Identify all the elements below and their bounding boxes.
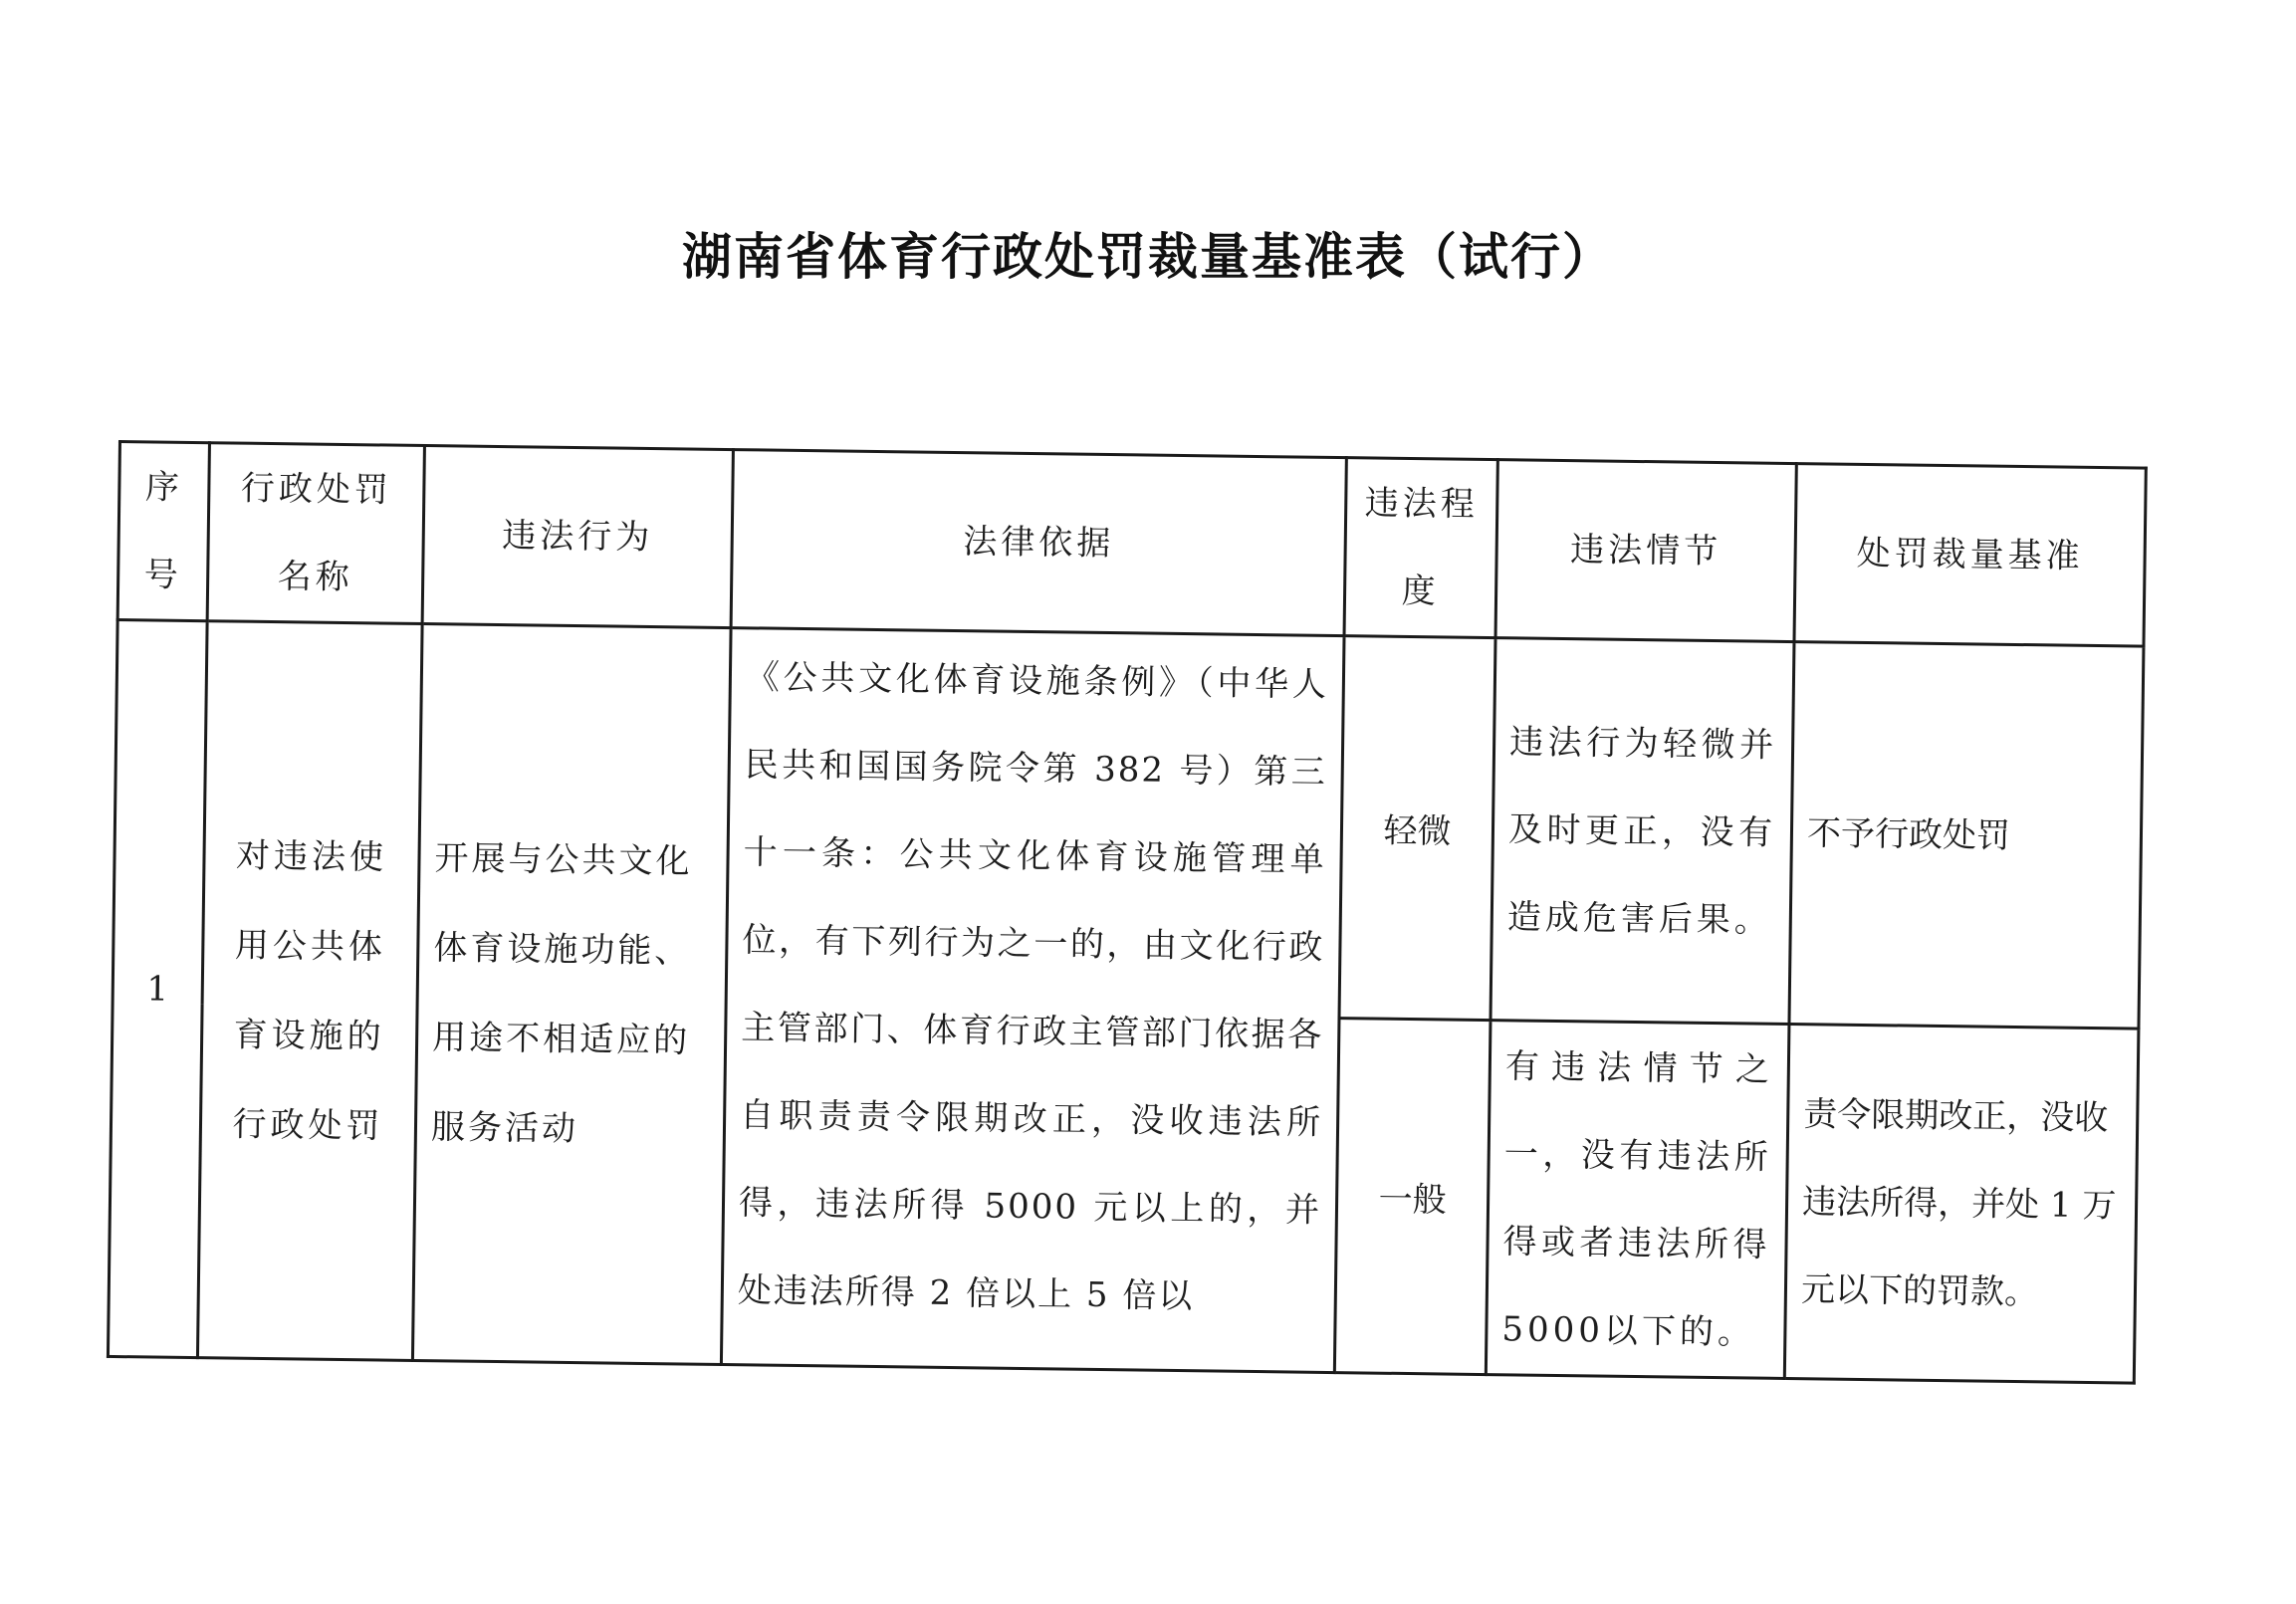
table-row <box>113 620 2144 1030</box>
cell-circumstance-general: 有违法情节之一，没有违法所得或者违法所得5000以下的。 <box>1486 1021 1789 1379</box>
cell-standard-light: 不予行政处罚 <box>1789 642 2144 1030</box>
header-degree-line1: 违法程 <box>1364 483 1480 525</box>
header-name-line1: 行政处罚 <box>240 468 393 511</box>
cell-degree-general: 一般 <box>1334 1019 1491 1375</box>
cell-seq: 1 <box>108 620 207 1358</box>
header-penalty-name <box>207 443 424 624</box>
header-seq-line1: 序 <box>144 467 184 508</box>
header-penalty-standard: 处罚裁量基准 <box>1794 464 2146 647</box>
header-illegal-behavior: 违法行为 <box>422 446 733 628</box>
cell-illegal-behavior: 开展与公共文化体育设施功能、用途不相适应的服务活动 <box>412 624 731 1365</box>
table-header-row <box>117 442 2146 647</box>
cell-penalty-name: 对违法使用公共体育设施的行政处罚 <box>197 621 422 1361</box>
header-violation-circumstance: 违法情节 <box>1495 460 1796 642</box>
cell-legal-basis: 《公共文化体育设施条例》（中华人民共和国国务院令第 382 号）第三十一条：公共文化体育设施管理单位，有下列行为之一的，由文化行政主管部门、体育行政主管部门依据各自职责责令限期改正，没收违法所得，违法所得 5000 元以上的，并处违法所得 2 倍以上 5 倍以 <box>721 628 1344 1373</box>
penalty-standard-table <box>107 440 2148 1385</box>
header-violation-degree <box>1344 458 1497 638</box>
cell-circumstance-light: 违法行为轻微并及时更正，没有造成危害后果。 <box>1491 638 1794 1025</box>
header-degree-line2: 度 <box>1401 571 1440 612</box>
header-name-line2: 名称 <box>277 557 353 598</box>
cell-standard-general: 责令限期改正，没收违法所得，并处 1 万元以下的罚款。 <box>1784 1025 2139 1384</box>
cell-degree-light: 轻微 <box>1339 636 1495 1021</box>
header-seq-line2: 号 <box>143 555 182 595</box>
header-seq <box>117 442 209 621</box>
page-title: 湖南省体育行政处罚裁量基准表（试行） <box>682 227 1614 286</box>
header-legal-basis: 法律依据 <box>731 450 1346 636</box>
